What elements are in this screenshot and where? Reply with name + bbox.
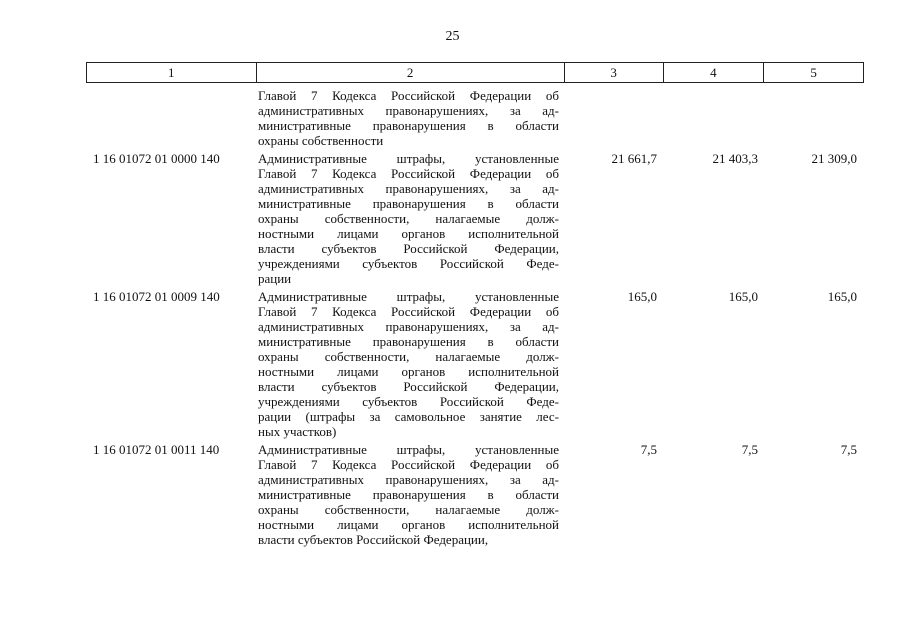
description-line: министративные правонарушения в области — [258, 118, 559, 133]
value-col4-cell: 7,5 — [741, 442, 758, 457]
description-line: административных правонарушениях, за ад- — [258, 472, 559, 487]
value-col4-cell: 21 403,3 — [712, 151, 758, 166]
description-line: учреждениями субъектов Российской Феде- — [258, 394, 559, 409]
description-line: охраны собственности — [258, 133, 384, 148]
description-line: ностными лицами органов исполнительной — [258, 517, 559, 532]
description-line: административных правонарушениях, за ад- — [258, 319, 559, 334]
description-line: охраны собственности, налагаемые долж- — [258, 211, 559, 226]
description-line: министративные правонарушения в области — [258, 196, 559, 211]
description-line: рации (штрафы за самовольное занятие лес- — [258, 409, 559, 424]
description-line: административных правонарушениях, за ад- — [258, 103, 559, 118]
description-line: Главой 7 Кодекса Российской Федерации об — [258, 88, 559, 103]
description-line: власти субъектов Российской Федерации, — [258, 532, 489, 547]
description-line: Административные штрафы, установленные — [258, 442, 559, 457]
description-line: Административные штрафы, установленные — [258, 151, 559, 166]
budget-code-cell: 1 16 01072 01 0011 140 — [93, 442, 220, 457]
table-row — [86, 151, 864, 286]
value-col5-cell — [765, 88, 864, 148]
value-col3-cell — [565, 88, 664, 148]
description-line: учреждениями субъектов Российской Феде- — [258, 256, 559, 271]
description-line: ных участков) — [258, 424, 337, 439]
table-row — [86, 289, 864, 439]
description-line: министративные правонарушения в области — [258, 334, 559, 349]
value-col3-cell: 165,0 — [627, 289, 657, 304]
description-line: ностными лицами органов исполнительной — [258, 364, 559, 379]
description-cell — [256, 151, 565, 286]
budget-code-cell: 1 16 01072 01 0000 140 — [93, 151, 220, 166]
description-line: Главой 7 Кодекса Российской Федерации об — [258, 457, 559, 472]
description-line: Главой 7 Кодекса Российской Федерации об — [258, 166, 559, 181]
page-number: 25 — [445, 29, 460, 44]
column-header-5: 5 — [810, 65, 817, 80]
description-line: власти субъектов Российской Федерации, — [258, 241, 559, 256]
description-line: охраны собственности, налагаемые долж- — [258, 502, 559, 517]
description-line: ностными лицами органов исполнительной — [258, 226, 559, 241]
description-line: министративные правонарушения в области — [258, 487, 559, 502]
table-row — [86, 88, 864, 148]
description-line: Главой 7 Кодекса Российской Федерации об — [258, 304, 559, 319]
description-line: власти субъектов Российской Федерации, — [258, 379, 559, 394]
column-header-4: 4 — [664, 63, 765, 82]
description-line: административных правонарушениях, за ад- — [258, 181, 559, 196]
description-cell — [256, 88, 565, 148]
value-col3-cell: 7,5 — [640, 442, 657, 457]
value-col4-cell: 165,0 — [728, 289, 758, 304]
value-col5-cell: 21 309,0 — [811, 151, 857, 166]
column-header-2: 2 — [257, 63, 565, 82]
description-line: охраны собственности, налагаемые долж- — [258, 349, 559, 364]
value-col5-cell: 165,0 — [827, 289, 857, 304]
table-body — [86, 88, 864, 550]
column-header-3: 3 — [565, 63, 664, 82]
description-line: Административные штрафы, установленные — [258, 289, 559, 304]
table-row — [86, 442, 864, 547]
column-header-1: 1 — [87, 63, 257, 82]
description-line: рации — [258, 271, 292, 286]
value-col4-cell — [664, 88, 765, 148]
description-cell — [256, 442, 565, 547]
value-col3-cell: 21 661,7 — [611, 151, 657, 166]
description-cell — [256, 289, 565, 439]
budget-code-cell: 1 16 01072 01 0009 140 — [93, 289, 220, 304]
table-header — [86, 62, 864, 83]
budget-code-cell — [86, 88, 256, 148]
value-col5-cell: 7,5 — [840, 442, 857, 457]
